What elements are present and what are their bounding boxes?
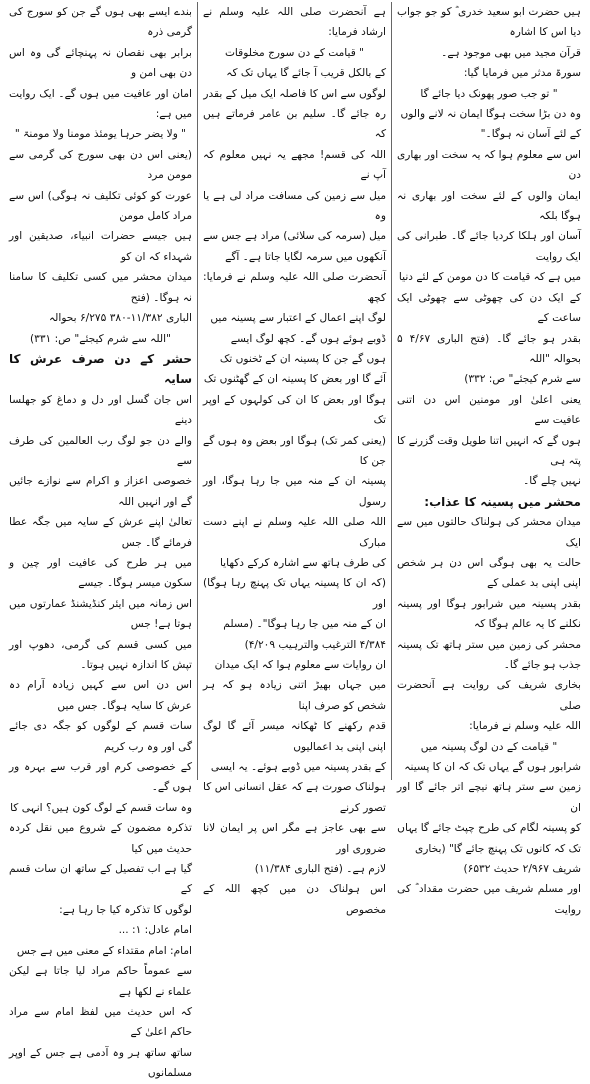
text-line: اللہ کی قسم! مجھے یہ نہیں معلوم کہ آپ نے [203,148,386,182]
text-line: محشر میں پسینہ کا عذاب: [424,494,581,509]
text-line: حالت یہ بھی ہوگی اس دن ہر شخص اپنی اپنی بد عملی کے [397,556,581,590]
text-line: لوگوں سے اس کا فاصلہ ایک میل کے بقدر [203,87,386,100]
text-line: کے لئے آسان نہ ہوگا۔" [480,128,581,141]
text-line: بخاری شریف کی روایت ہے آنحضرت صلی [397,679,581,712]
text-line: (یعنی اس دن بھی سورج کی گرمی سے مومن مرد [9,148,192,182]
text-column-right [392,2,586,916]
text-line: ہوں گے جن کا پسینہ ان کے ٹخنوں تک [219,352,386,365]
text-line: اللہ علیہ وسلم نے فرمایا: [469,720,581,733]
text-line: امام عادل: ۱: ... [118,924,192,937]
text-line: سے بھی عاجز ہے مگر اس پر ایمان لانا ضروری اور [203,822,386,855]
text-line: کہ اس حدیث میں لفظ امام سے مراد حاکم اعلیٰ کے [9,1005,192,1039]
text-line: (یعنی کمر تک) ہوگا اور بعض وہ ہوں گے جن کا [203,434,386,467]
text-line: الباری ۱۱/۳۸۲-۳۸۰ ۶/۲۷۵ بحوالہ [48,312,192,325]
text-line: حشر کے دن صرف عرش کا سایہ [9,351,192,387]
text-line: پسینہ ان کے منہ میں جا رہا ہوگا، اور رسول [203,475,386,508]
text-line: تک کہ کانوں تک پہنچ جائے گا" (بخاری [415,842,581,855]
text-line: لوگوں کا تذکرہ کیا جا رہا ہے: [59,903,192,916]
text-line: یعنی اعلیٰ اور مومنین اس دن اتنی عافیت سے [397,393,581,427]
text-line: آئے گا اور بعض کا پسینہ ان کے گھٹنوں تک [203,373,386,386]
text-line: رہ جائے گا۔ سلیم بن عامر فرماتے ہیں کہ [203,108,386,141]
text-line: ہولناک صورت ہے کہ عقل انسانی اس کا تصور کرنے [203,781,386,814]
text-line: لوگ اپنے اعمال کے اعتبار سے پسینہ میں [210,312,386,325]
text-line: تعالیٰ اپنے عرش کے سایہ میں جگہ عطا فرمائے گا۔ جس [9,516,192,549]
text-line: بقدر ہو جائے گا۔ (فتح الباری ۴/۶۷ ۵ بحوالہ "اللہ [397,332,581,365]
text-line: وہ سات قسم کے لوگ کون ہیں؟ انہی کا [10,801,192,814]
text-line: وہ دن بڑا سخت ہوگا ایمان نہ لانے والوں [400,108,581,121]
text-line: کے بقدر پسینہ میں ڈوبے ہوئے۔ یہ ایسی [210,761,386,774]
text-line: قرآن مجید میں بھی موجود ہے۔ [441,46,581,59]
text-line: عورت کو کوئی تکلیف نہ ہوگی) اس سے مراد کامل مومن [9,189,192,223]
text-line: میں کسی قسم کی گرمی، دھوپ اور تپش کا اندازہ نہیں ہوتا۔ [9,638,192,671]
text-line: لازم ہے۔ (فتح الباری ۱۱/۳۸۴) [254,863,386,876]
text-line: بندے ایسے بھی ہوں گے جن کو سورج کی گرمی ذرہ [9,6,192,39]
text-line: (کہ ان کا پسینہ یہاں تک پہنچ رہا ہوگا) اور [203,577,386,610]
text-line: کے خصوصی کرم اور قرب سے بہرہ ور ہوں گے۔ [9,761,192,794]
text-line: اللہ صلی اللہ علیہ وسلم نے اپنے دست مبارک [203,516,386,549]
text-line: ان روایات سے معلوم ہوا کہ ایک میدان [214,659,386,671]
text-line: ۴/۳۸۴ الترغیب والترہیب ۴/۲۰۹) [244,638,386,651]
text-line: اس ہولناک دن میں کچھ اللہ کے مخصوص [203,883,386,916]
text-line: میں جہاں بھیڑ اتنی زیادہ ہو کہ ہر شخص کو صرف اپنا [203,679,386,712]
text-line: کے بالکل قریب آ جائے گا یہاں تک کہ [226,67,386,80]
text-line: سورۃ مدثر میں فرمایا گیا: [463,67,581,80]
text-line: کو پسینہ لگام کی طرح چپٹ جائے گا یہاں [397,822,581,835]
text-line: اس زمانہ میں ایئر کنڈیشنڈ عمارتوں میں ہوتا ہے! جس [9,597,192,631]
text-line: سے شرم کیجئے" ص: ۳۳۲) [464,373,581,386]
text-line: والے دن جو لوگ رب العالمین کی طرف سے [9,434,192,467]
text-line: ہے آنحضرت صلی اللہ علیہ وسلم نے ارشاد فرمایا: [203,6,386,39]
text-line: نہیں چلے گا۔ [523,475,581,488]
text-line: کے ایک دن کی چھوٹی سے چھوٹی ایک ساعت کے [397,291,581,325]
text-line: میدان محشر میں کسی تکلیف کا سامنا نہ ہوگا۔ (فتح [9,271,192,304]
text-line: آسان اور ہلکا کردیا جائے گا۔ طبرانی کی ایک روایت [397,230,581,263]
text-line: ہیں جیسے حضرات انبیاء، صدیقین اور شہداء کہ ان کو [9,230,192,263]
text-line: " ولا یضر حرہا یومئذ مومنا ولا مومنۃ " [14,128,187,141]
text-line: اس دن اس سے کہیں زیادہ آرام دہ عرش کا سایہ ہوگا۔ جس میں [9,679,192,712]
text-line: میں ہے کہ قیامت کا دن مومن کے لئے دنیا [398,271,581,284]
text-line: شریف ۲/۹۶۷ حدیث ۶۵۳۲) [463,863,581,876]
text-line: ہیں حضرت ابو سعید خدری ؓ کو جو جواب دیا اس کا اشارہ [397,6,581,39]
text-line: میں ہر طرح کی عافیت اور چین و سکون میسر ہوگا۔ جیسے [9,556,192,590]
text-line: اس جان گسل اور دل و دماغ کو جھلسا دینے [9,393,192,427]
text-line: قدم رکھنے کا ٹھکانہ میسر آئے گا لوگ اپنی اپنی بد اعمالیوں [203,720,386,753]
text-line: سات قسم کے لوگوں کو جگہ دی جائے گی اور وہ رب کریم [9,720,192,753]
text-line: امان اور عافیت میں ہوں گے۔ ایک روایت میں ہے: [9,87,192,121]
text-column-left [4,2,198,1080]
text-line: سے عموماً حاکم مراد لیا جاتا ہے لیکن علماء نے لکھا ہے [9,965,192,998]
text-line: " قیامت کے دن سورج مخلوقات [224,46,365,59]
text-line: کی طرف ہاتھ سے اشارہ کرکے دکھایا [219,556,386,569]
text-line: برابر بھی نقصان نہ پہنچائے گی وہ اس دن بھی امن و [9,46,192,80]
text-line: آنکھوں میں سرمہ لگایا جاتا ہے۔ آگے [225,250,386,263]
text-line: شرابور ہوں گے یہاں تک کہ ان کا پسینہ [404,761,581,774]
text-line: گیا ہے اب تفصیل کے ساتھ ان سات قسم کے [9,863,192,896]
text-line: اور مسلم شریف میں حضرت مقداد ؓ کی روایت [397,883,581,916]
text-line: تذکرہ مضمون کے شروع میں نقل کردہ حدیث میں کیا [9,822,192,855]
text-column-middle [198,2,392,916]
text-line: محشر کی زمین میں ستر ہاتھ تک پسینہ جذب ہو جائے گا۔ [397,638,581,671]
text-line: ہوگا اور بعض کا ان کی کولہوں کے اوپر تک [203,393,386,427]
text-line: "اللہ سے شرم کیجئے" ص: ۳۳۱) [30,332,171,345]
text-line: خصوصی اعزاز و اکرام سے نوازے جائیں گے اور انہیں اللہ [9,475,192,508]
text-line: " تو جب صور پھونک دیا جائے گا [420,87,558,100]
text-line: ساتھ ساتھ ہر وہ آدمی ہے جس کے اوپر مسلمانوں [9,1046,192,1080]
text-line: میدان محشر کی ہولناک حالتوں میں سے ایک [397,516,581,549]
text-line: ان کے منہ میں جا رہا ہوگا"۔ (مسلم [223,618,386,631]
text-line: ڈوبے ہوئے ہوں گے۔ کچھ لوگ ایسے [230,332,386,345]
text-line: آنحضرت صلی اللہ علیہ وسلم نے فرمایا: کچھ [203,271,386,304]
text-line: ایمان والوں کے لئے سخت اور بھاری نہ ہوگا بلکہ [397,189,581,223]
text-line: بقدر پسینہ میں شرابور ہوگا اور پسینہ نکلنے کا یہ عالم ہوگا کہ [397,597,581,631]
text-line: زمین سے ستر ہاتھ نیچے اتر جائے گا اور ان [397,781,581,814]
text-line: " قیامت کے دن لوگ پسینہ میں [420,740,558,753]
text-line: میل (سرمہ کی سلائی) مراد ہے جس سے [203,230,386,243]
text-line: اس سے معلوم ہوا کہ یہ سخت اور بھاری دن [397,148,581,182]
text-line: میل سے زمین کی مسافت مراد لی ہے یا وہ [203,189,386,223]
text-line: ہوں گے کہ انہیں اتنا طویل وقت گزرنے کا پتہ ہی [397,434,581,467]
text-line: امام: امام مقتداء کے معنی میں ہے جس [16,944,192,957]
